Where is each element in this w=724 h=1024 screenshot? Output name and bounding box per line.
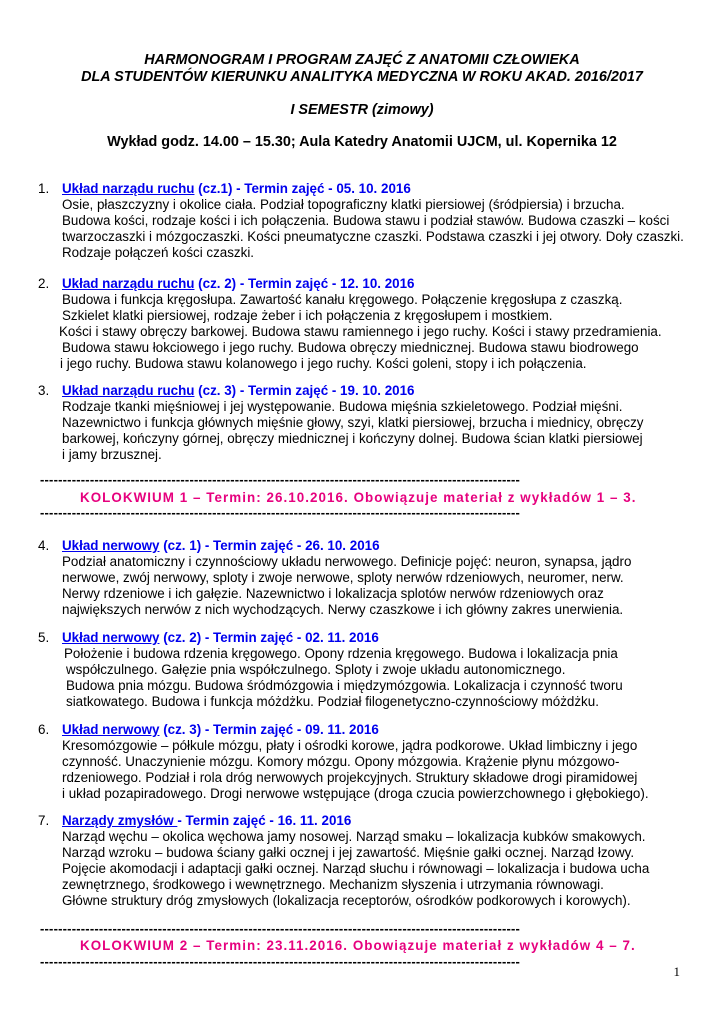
item-date: - Termin zajęć - 16. 11. 2016 bbox=[177, 813, 352, 828]
item-text-line: Rodzaje połączeń kości czaszki. bbox=[62, 245, 255, 260]
item-text-line: Budowa i funkcja kręgosłupa. Zawartość kanału kręgowego. Połączenie kręgosłupa z czaszką. bbox=[62, 292, 623, 307]
item-number: 7. bbox=[38, 813, 50, 828]
item-text-line: barkowej, kończyny górnej, obręczy miednicznej i kończyny dolnej. Budowa ścian klatki piersiowej bbox=[62, 431, 643, 446]
item-text-line: nerwowe, zwój nerwowy, sploty i zwoje nerwowe, sploty nerwów rdzeniowych, neuromer, nerw. bbox=[62, 570, 624, 585]
item-topic-link[interactable]: Układ narządu ruchu bbox=[62, 181, 195, 196]
item-text-line: Główne struktury dróg zmysłowych (lokalizacja receptorów, ośrodków podkorowych i korowych). bbox=[62, 893, 631, 908]
item-text-line: i układ pozapiradowego. Drogi nerwowe wstępujące (droga czucia powierzchownego i głębokiego). bbox=[62, 786, 649, 801]
separator-line: ---------------------------------------------------------------------------------------------------------- bbox=[40, 957, 521, 967]
item-text-line: twarzoczaszki i mózgoczaszki. Kości pneumatyczne czaszki. Podstawa czaszki i jej otwory. Doły czaszki. bbox=[62, 229, 684, 244]
item-text-line: współczulnego. Gałęzie pnia współczulnego. Sploty i zwoje układu autonomicznego. bbox=[66, 662, 566, 677]
title-line-1: HARMONOGRAM I PROGRAM ZAJĘĆ Z ANATOMII CZŁOWIEKA bbox=[144, 52, 580, 68]
item-text-line: Nerwy rdzeniowe i ich gałęzie. Nazewnictwo i lokalizacja splotów nerwów rdzeniowych oraz bbox=[62, 586, 604, 601]
item-text-line: rdzeniowego. Podział i rola dróg nerwowych projekcyjnych. Struktury składowe drogi piramidowej bbox=[62, 770, 638, 785]
item-text-line: Położenie i budowa rdzenia kręgowego. Opony rdzenia kręgowego. Budowa i lokalizacja pnia bbox=[64, 646, 618, 661]
item-heading bbox=[38, 538, 380, 554]
item-text-line: Budowa kości, rodzaje kości i ich połączenia. Budowa stawu i podział stawów. Budowa czaszki – kości bbox=[62, 213, 670, 228]
page-number: 1 bbox=[673, 964, 680, 979]
item-heading bbox=[38, 181, 411, 197]
kolokwium-notice: KOLOKWIUM 2 – Termin: 23.11.2016. Obowiązuje materiał z wykładów 4 – 7. bbox=[80, 938, 636, 953]
item-text-line: Osie, płaszczyzny i okolice ciała. Podział topograficzny klatki piersiowej (śródpiersia) i brzucha. bbox=[62, 197, 625, 212]
item-number: 2. bbox=[38, 276, 50, 291]
item-text-line: Budowa stawu łokciowego i jego ruchy. Budowa obręczy miednicznej. Budowa stawu biodrowego bbox=[62, 340, 639, 355]
item-heading bbox=[38, 383, 415, 399]
separator-line: ---------------------------------------------------------------------------------------------------------- bbox=[40, 508, 521, 518]
item-heading bbox=[38, 813, 351, 829]
item-topic-link[interactable]: Narządy zmysłów bbox=[62, 813, 178, 828]
item-topic-link[interactable]: Układ narządu ruchu bbox=[62, 383, 195, 398]
item-text-line: i jamy brzusznej. bbox=[62, 447, 162, 462]
item-text-line: siatkowatego. Budowa i funkcja móżdżku. Podział filogenetyczno-czynnościowy móżdżku. bbox=[66, 694, 599, 709]
kolokwium-notice: KOLOKWIUM 1 – Termin: 26.10.2016. Obowiązuje materiał z wykładów 1 – 3. bbox=[80, 490, 637, 505]
item-text-line: czynność. Unaczynienie mózgu. Komory mózgu. Opony mózgowia. Krążenie płynu mózgowo- bbox=[62, 754, 620, 769]
item-text-line: Kości i stawy obręczy barkowej. Budowa stawu ramiennego i jego ruchy. Kości i stawy przedramienia. bbox=[59, 324, 662, 339]
separator-line: ---------------------------------------------------------------------------------------------------------- bbox=[40, 475, 521, 485]
item-text-line: Pojęcie akomodacji i adaptacji gałki ocznej. Narząd słuchu i równowagi – lokalizacja i budowa ucha bbox=[62, 861, 650, 876]
item-date: (cz.1) - Termin zajęć - 05. 10. 2016 bbox=[194, 181, 411, 196]
item-number: 6. bbox=[38, 722, 50, 737]
item-number: 5. bbox=[38, 630, 50, 645]
item-text-line: Narząd węchu – okolica węchowa jamy nosowej. Narząd smaku – lokalizacja kubków smakowych. bbox=[62, 829, 646, 844]
separator-line: ---------------------------------------------------------------------------------------------------------- bbox=[40, 924, 521, 934]
item-date: (cz. 2) - Termin zajęć - 02. 11. 2016 bbox=[159, 630, 379, 645]
item-heading bbox=[38, 276, 415, 292]
item-text-line: Narząd wzroku – budowa ściany gałki ocznej i jej zawartość. Mięśnie gałki ocznej. Narząd łzowy. bbox=[62, 845, 635, 860]
item-topic-link[interactable]: Układ nerwowy bbox=[62, 538, 160, 553]
item-date: (cz. 2) - Termin zajęć - 12. 10. 2016 bbox=[194, 276, 415, 291]
item-text-line: Kresomózgowie – półkule mózgu, płaty i ośrodki korowe, jądra podkorowe. Układ limbiczny i jego bbox=[62, 738, 638, 753]
item-heading bbox=[38, 722, 379, 738]
item-text-line: zewnętrznego, środkowego i wewnętrznego. Mechanizm słyszenia i utrzymania równowagi. bbox=[62, 877, 604, 892]
item-text-line: i jego ruchy. Budowa stawu kolanowego i jego ruchy. Kości goleni, stopy i ich połączenia. bbox=[60, 356, 587, 371]
item-text-line: Podział anatomiczny i czynnościowy układu nerwowego. Definicje pojęć: neuron, synapsa, jądro bbox=[62, 554, 632, 569]
item-text-line: Szkielet klatki piersiowej, rodzaje żeber i ich połączenia z kręgosłupem i mostkiem. bbox=[62, 308, 553, 323]
item-number: 1. bbox=[38, 181, 50, 196]
item-text-line: Budowa pnia mózgu. Budowa śródmózgowia i międzymózgowia. Lokalizacja i czynność tworu bbox=[66, 678, 623, 693]
item-text-line: Rodzaje tkanki mięśniowej i jej występowanie. Budowa mięśnia szkieletowego. Podział mięśni. bbox=[62, 399, 623, 414]
item-topic-link[interactable]: Układ narządu ruchu bbox=[62, 276, 195, 291]
item-number: 3. bbox=[38, 383, 50, 398]
item-text-line: Nazewnictwo i funkcja głównych mięśnie głowy, szyi, klatki piersiowej, brzucha i miednicy, obręczy bbox=[62, 415, 644, 430]
item-text-line: największych nerwów z nich wychodzących. Nerwy czaszkowe i ich główny zakres unerwienia. bbox=[62, 602, 624, 617]
item-topic-link[interactable]: Układ nerwowy bbox=[62, 630, 160, 645]
item-date: (cz. 3) - Termin zajęć - 09. 11. 2016 bbox=[159, 722, 379, 737]
title-line-2: DLA STUDENTÓW KIERUNKU ANALITYKA MEDYCZNA W ROKU AKAD. 2016/2017 bbox=[81, 69, 643, 85]
item-date: (cz. 3) - Termin zajęć - 19. 10. 2016 bbox=[194, 383, 415, 398]
item-number: 4. bbox=[38, 538, 50, 553]
semester-heading: I SEMESTR (zimowy) bbox=[290, 102, 434, 118]
item-date: (cz. 1) - Termin zajęć - 26. 10. 2016 bbox=[159, 538, 380, 553]
lecture-info: Wykład godz. 14.00 – 15.30; Aula Katedry Anatomii UJCM, ul. Kopernika 12 bbox=[107, 134, 617, 150]
item-heading bbox=[38, 630, 379, 646]
item-topic-link[interactable]: Układ nerwowy bbox=[62, 722, 160, 737]
